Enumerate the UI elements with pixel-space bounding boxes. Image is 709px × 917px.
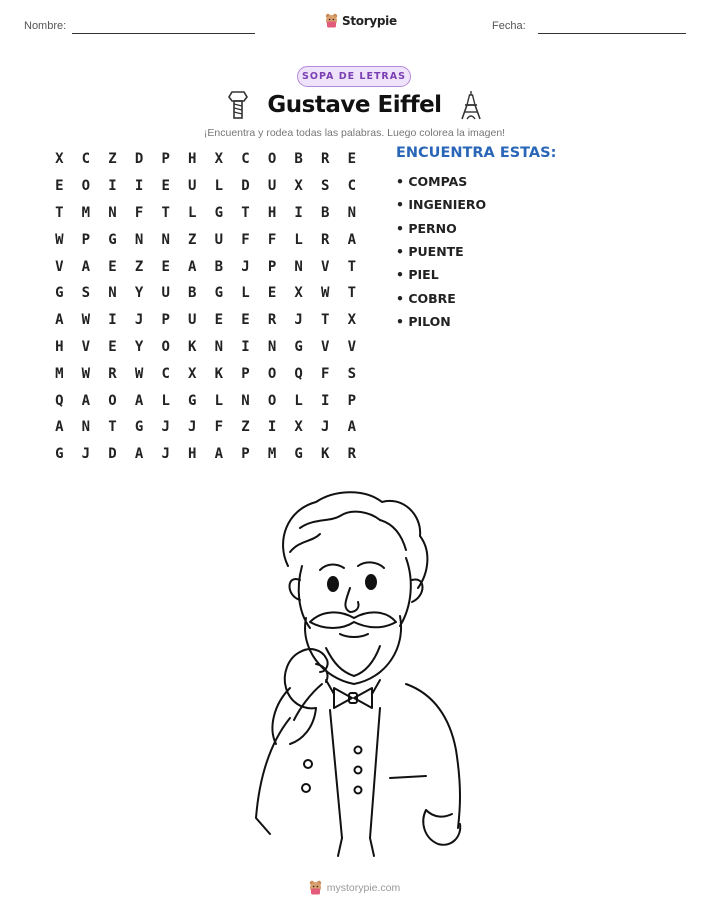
grid-letter[interactable]: G <box>188 392 197 409</box>
grid-letter[interactable]: P <box>241 365 250 382</box>
grid-letter[interactable]: B <box>188 285 197 302</box>
grid-letter[interactable]: H <box>188 151 197 168</box>
grid-letter[interactable]: U <box>161 285 170 302</box>
grid-letter[interactable]: L <box>294 231 303 248</box>
word-list <box>396 170 486 333</box>
grid-letter[interactable]: T <box>55 204 64 221</box>
grid-letter[interactable]: X <box>294 178 303 195</box>
grid-letter[interactable]: J <box>161 419 170 436</box>
grid-letter[interactable]: N <box>294 258 303 275</box>
grid-letter[interactable]: R <box>108 365 117 382</box>
grid-letter[interactable]: G <box>214 204 224 221</box>
grid-letter[interactable]: K <box>321 446 330 463</box>
grid-letter[interactable]: W <box>321 285 330 302</box>
grid-letter[interactable]: T <box>241 204 250 221</box>
word-list-item: • PERNO <box>396 220 457 236</box>
grid-letter[interactable]: H <box>267 204 277 221</box>
grid-letter[interactable]: O <box>267 392 277 409</box>
grid-letter[interactable]: G <box>294 446 303 463</box>
word-list-item: • PILON <box>396 313 451 329</box>
grid-row <box>46 280 365 307</box>
grid-letter[interactable]: G <box>108 231 117 248</box>
grid-letter[interactable]: V <box>321 338 330 355</box>
grid-letter[interactable]: K <box>214 365 224 382</box>
word-list-item: • COBRE <box>396 290 456 306</box>
grid-letter[interactable]: X <box>188 365 197 382</box>
grid-letter[interactable]: R <box>321 151 330 168</box>
word-list-item: • PIEL <box>396 267 439 283</box>
grid-letter[interactable]: N <box>161 231 170 248</box>
grid-letter[interactable]: S <box>321 178 330 195</box>
grid-letter[interactable]: U <box>267 178 277 195</box>
brand-name: Storypie <box>342 13 397 28</box>
grid-row <box>46 414 365 441</box>
grid-letter[interactable]: I <box>294 204 303 221</box>
grid-letter[interactable]: U <box>188 178 197 195</box>
word-list-item: • COMPAS <box>396 174 468 190</box>
bear-logo-icon <box>325 13 338 28</box>
grid-letter[interactable]: L <box>241 285 250 302</box>
grid-letter[interactable]: I <box>321 392 330 409</box>
grid-letter[interactable]: E <box>161 178 170 195</box>
grid-letter[interactable]: J <box>134 312 144 329</box>
grid-letter[interactable]: D <box>134 151 144 168</box>
grid-row <box>46 253 365 280</box>
grid-letter[interactable]: A <box>347 231 357 248</box>
grid-letter[interactable]: J <box>294 312 303 329</box>
word-list-item: • PUENTE <box>396 244 464 260</box>
grid-letter[interactable]: I <box>108 178 117 195</box>
grid-letter[interactable]: E <box>241 312 250 329</box>
grid-letter[interactable]: E <box>55 178 64 195</box>
grid-letter[interactable]: Z <box>241 419 250 436</box>
grid-letter[interactable]: M <box>81 204 91 221</box>
grid-letter[interactable]: X <box>294 419 303 436</box>
footer-url[interactable]: mystorypie.com <box>326 881 401 894</box>
grid-letter[interactable]: J <box>241 258 250 275</box>
grid-letter[interactable]: L <box>188 204 197 221</box>
grid-letter[interactable]: E <box>161 258 170 275</box>
grid-letter[interactable]: Y <box>134 338 144 355</box>
grid-row <box>46 173 365 200</box>
footer <box>0 880 709 895</box>
brand-logo <box>325 13 397 28</box>
grid-letter[interactable]: L <box>294 392 303 409</box>
grid-letter[interactable]: X <box>347 312 357 329</box>
grid-letter[interactable]: O <box>81 178 91 195</box>
eiffel-tower-icon <box>460 90 482 120</box>
grid-letter[interactable]: P <box>81 231 91 248</box>
word-list-title: ENCUENTRA ESTAS: <box>396 145 557 161</box>
grid-letter[interactable]: M <box>267 446 277 463</box>
grid-letter[interactable]: N <box>108 285 117 302</box>
grid-row <box>46 441 365 468</box>
grid-letter[interactable]: B <box>321 204 330 221</box>
grid-letter[interactable]: E <box>267 285 277 302</box>
grid-letter[interactable]: L <box>214 178 224 195</box>
grid-letter[interactable]: N <box>81 419 91 436</box>
grid-letter[interactable]: Q <box>294 365 303 382</box>
grid-letter[interactable]: L <box>214 392 224 409</box>
word-list-item: • INGENIERO <box>396 197 487 213</box>
grid-letter[interactable]: T <box>347 285 357 302</box>
grid-letter[interactable]: A <box>134 392 144 409</box>
grid-letter[interactable]: J <box>188 419 197 436</box>
grid-letter[interactable]: T <box>161 204 170 221</box>
grid-letter[interactable]: Z <box>108 151 117 168</box>
bear-logo-icon <box>309 880 322 895</box>
grid-letter[interactable]: A <box>134 446 144 463</box>
grid-letter[interactable]: I <box>241 338 250 355</box>
grid-row <box>46 360 365 387</box>
grid-row <box>46 200 365 227</box>
gustave-eiffel-coloring-illustration <box>230 488 480 858</box>
grid-letter[interactable]: E <box>108 258 117 275</box>
grid-letter[interactable]: R <box>347 446 357 463</box>
grid-letter[interactable]: C <box>81 151 91 168</box>
grid-letter[interactable]: O <box>108 392 117 409</box>
grid-letter[interactable]: P <box>161 312 170 329</box>
date-line[interactable] <box>538 33 686 34</box>
grid-letter[interactable]: F <box>321 365 330 382</box>
grid-letter[interactable]: F <box>214 419 224 436</box>
grid-row <box>46 226 365 253</box>
grid-letter[interactable]: G <box>214 285 224 302</box>
grid-letter[interactable]: R <box>321 231 330 248</box>
grid-row <box>46 146 365 173</box>
grid-letter[interactable]: W <box>81 365 91 382</box>
grid-letter[interactable]: H <box>55 338 64 355</box>
grid-letter[interactable]: I <box>108 312 117 329</box>
grid-letter[interactable]: A <box>55 419 64 436</box>
grid-letter[interactable]: G <box>294 338 303 355</box>
grid-letter[interactable]: Y <box>134 285 144 302</box>
grid-letter[interactable]: G <box>55 446 64 463</box>
grid-letter[interactable]: T <box>347 258 357 275</box>
grid-row <box>46 307 365 334</box>
grid-letter[interactable]: A <box>81 392 91 409</box>
grid-letter[interactable]: I <box>134 178 144 195</box>
grid-letter[interactable]: E <box>214 312 224 329</box>
name-label: Nombre: <box>24 20 67 32</box>
grid-letter[interactable]: D <box>241 178 250 195</box>
grid-letter[interactable]: X <box>214 151 224 168</box>
grid-letter[interactable]: P <box>161 151 170 168</box>
grid-letter[interactable]: W <box>55 231 64 248</box>
grid-letter[interactable]: K <box>188 338 197 355</box>
grid-letter[interactable]: H <box>188 446 197 463</box>
grid-letter[interactable]: S <box>347 365 357 382</box>
grid-letter[interactable]: A <box>81 258 91 275</box>
grid-letter[interactable]: L <box>161 392 170 409</box>
grid-letter[interactable]: V <box>347 338 357 355</box>
grid-letter[interactable]: C <box>161 365 170 382</box>
grid-letter[interactable]: J <box>81 446 91 463</box>
grid-letter[interactable]: B <box>214 258 224 275</box>
grid-letter[interactable]: F <box>267 231 277 248</box>
grid-row <box>46 334 365 361</box>
grid-letter[interactable]: P <box>347 392 357 409</box>
grid-letter[interactable]: O <box>267 151 277 168</box>
grid-row <box>46 387 365 414</box>
grid-letter[interactable]: Z <box>188 231 197 248</box>
name-line[interactable] <box>72 33 255 34</box>
grid-letter[interactable]: A <box>347 419 357 436</box>
grid-letter[interactable]: S <box>81 285 91 302</box>
title-row <box>0 90 709 120</box>
word-search-grid[interactable] <box>46 146 365 468</box>
grid-letter[interactable]: X <box>55 151 64 168</box>
page-title: Gustave Eiffel <box>267 92 442 118</box>
grid-letter[interactable]: A <box>55 312 64 329</box>
grid-letter[interactable]: O <box>267 365 277 382</box>
grid-letter[interactable]: G <box>134 419 144 436</box>
grid-letter[interactable]: X <box>294 285 303 302</box>
instructions: ¡Encuentra y rodea todas las palabras. Luego colorea la imagen! <box>203 127 506 139</box>
grid-letter[interactable]: A <box>214 446 224 463</box>
grid-letter[interactable]: M <box>55 365 64 382</box>
grid-letter[interactable]: F <box>241 231 250 248</box>
grid-letter[interactable]: N <box>267 338 277 355</box>
grid-letter[interactable]: C <box>241 151 250 168</box>
grid-letter[interactable]: W <box>134 365 144 382</box>
grid-letter[interactable]: V <box>81 338 91 355</box>
grid-letter[interactable]: J <box>321 419 330 436</box>
grid-letter[interactable]: T <box>321 312 330 329</box>
grid-letter[interactable]: A <box>188 258 197 275</box>
grid-letter[interactable]: P <box>267 258 277 275</box>
grid-letter[interactable]: U <box>188 312 197 329</box>
activity-badge: SOPA DE LETRAS <box>297 66 411 87</box>
grid-letter[interactable]: I <box>267 419 277 436</box>
grid-letter[interactable]: F <box>134 204 144 221</box>
grid-letter[interactable]: V <box>55 258 64 275</box>
grid-letter[interactable]: E <box>108 338 117 355</box>
grid-letter[interactable]: N <box>134 231 144 248</box>
bolt-icon <box>227 90 249 120</box>
grid-letter[interactable]: B <box>294 151 303 168</box>
grid-letter[interactable]: Z <box>134 258 144 275</box>
grid-letter[interactable]: J <box>161 446 170 463</box>
grid-letter[interactable]: N <box>108 204 117 221</box>
grid-letter[interactable]: D <box>108 446 117 463</box>
grid-letter[interactable]: U <box>214 231 224 248</box>
grid-letter[interactable]: O <box>161 338 170 355</box>
grid-letter[interactable]: P <box>241 446 250 463</box>
grid-letter[interactable]: C <box>347 178 357 195</box>
grid-letter[interactable]: E <box>347 151 357 168</box>
grid-letter[interactable]: N <box>214 338 224 355</box>
grid-letter[interactable]: T <box>108 419 117 436</box>
grid-letter[interactable]: Q <box>55 392 64 409</box>
grid-letter[interactable]: N <box>241 392 250 409</box>
grid-letter[interactable]: V <box>321 258 330 275</box>
date-label: Fecha: <box>492 20 526 32</box>
grid-letter[interactable]: W <box>81 312 91 329</box>
grid-letter[interactable]: G <box>55 285 64 302</box>
grid-letter[interactable]: R <box>267 312 277 329</box>
grid-letter[interactable]: N <box>347 204 357 221</box>
